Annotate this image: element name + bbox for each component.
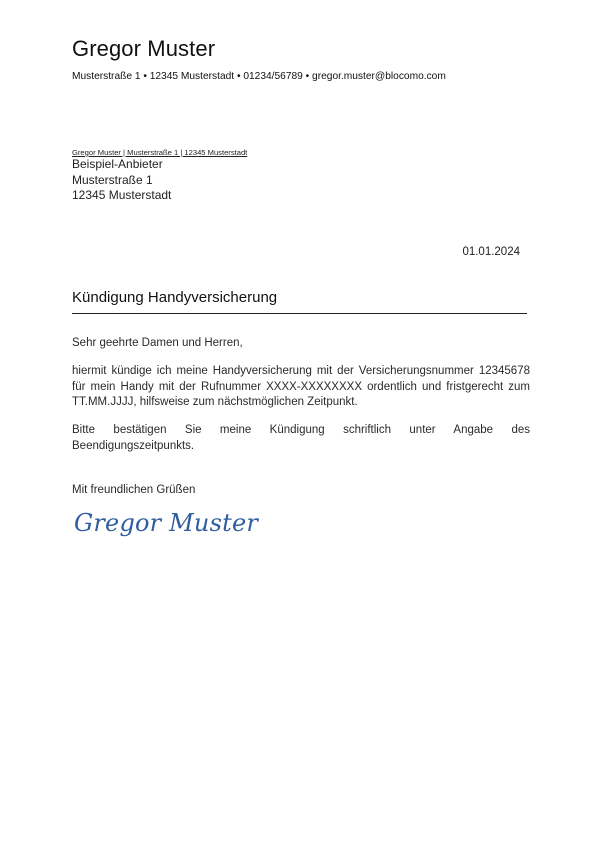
recipient-address (72, 157, 171, 204)
body-paragraph-1: hiermit kündige ich meine Handyversicherung mit der Versicherungsnummer 12345678 für mein Handy mit der Rufnummer XXXX-XXXXXXXX ordentlich und fristgerecht zum TT.MM.JJJJ, hilfsweise zum nächstmöglichen Zeitpunkt. (72, 365, 530, 408)
recipient-city: 12345 Musterstadt (72, 188, 172, 202)
salutation: Sehr geehrte Damen und Herren, (72, 337, 243, 349)
return-address-line: Gregor Muster | Musterstraße 1 | 12345 Musterstadt (72, 148, 248, 157)
sender-name: Gregor Muster (72, 36, 216, 61)
recipient-street: Musterstraße 1 (72, 172, 153, 187)
letter-date: 01.01.2024 (462, 246, 520, 258)
subject-divider (72, 313, 527, 314)
letter-subject: Kündigung Handyversicherung (72, 289, 278, 306)
recipient-name: Beispiel-Anbieter (72, 157, 163, 171)
body-paragraph-2: Bitte bestätigen Sie meine Kündigung schriftlich unter Angabe des Beendigungszeitpunkts. (72, 424, 530, 452)
closing: Mit freundlichen Grüßen (72, 484, 196, 496)
sender-contact-line: Musterstraße 1 • 12345 Musterstadt • 01234/56789 • gregor.muster@blocomo.com (72, 71, 446, 82)
handwritten-signature: Gregor Muster (74, 509, 259, 537)
